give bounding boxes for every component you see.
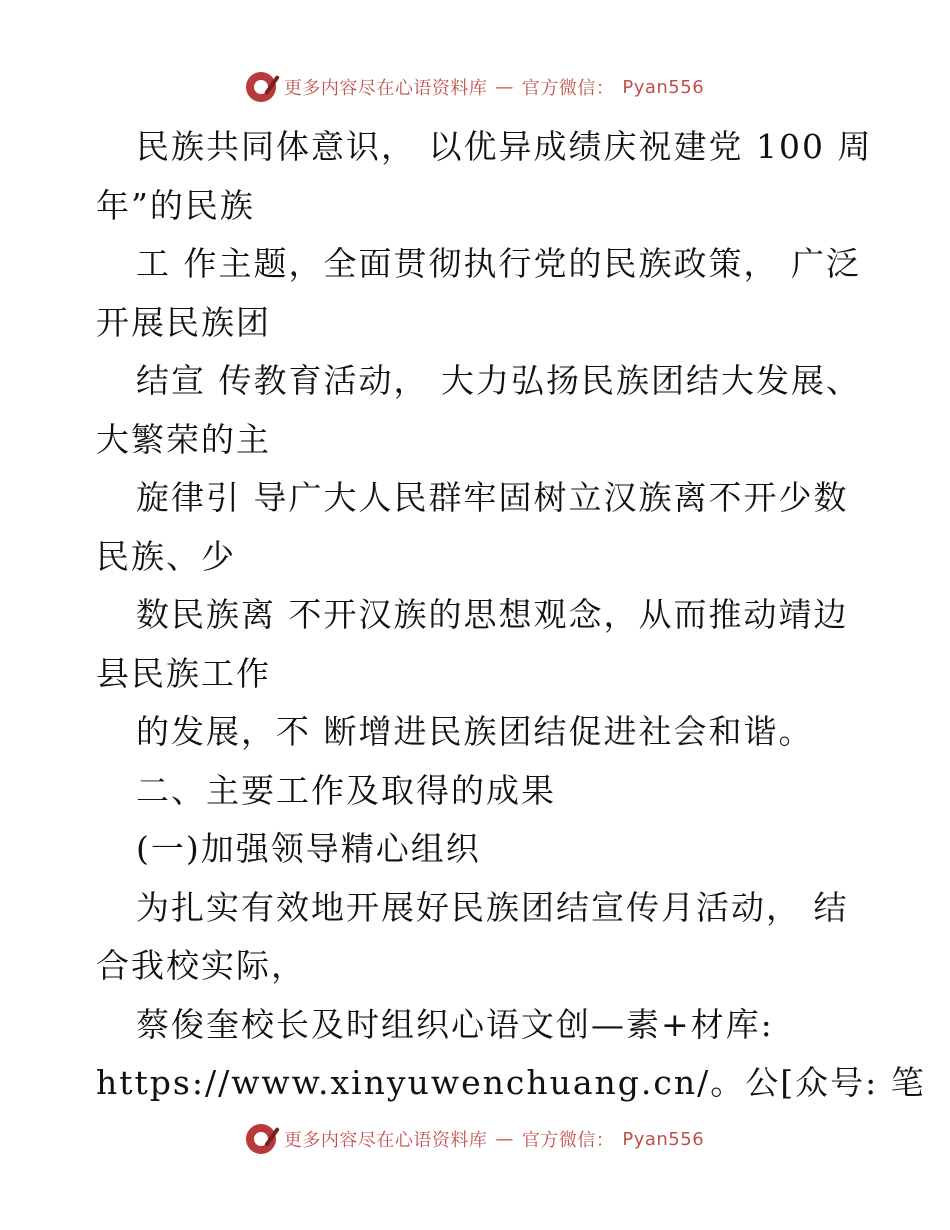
watermark-text: 更多内容尽在心语资料库	[283, 78, 488, 99]
paragraph-line: 大繁荣的主	[96, 419, 271, 459]
pen-logo-icon	[246, 1124, 276, 1154]
paragraph-line: 蔡俊奎校长及时组织心语文创—素+材库:	[136, 1004, 774, 1044]
watermark-wechat-label: 官方微信：	[521, 78, 615, 99]
paragraph-line: 开展民族团	[96, 302, 271, 342]
watermark-separator: —	[495, 76, 514, 98]
paragraph-line: 县民族工作	[96, 653, 271, 693]
paragraph-line: 合我校实际，	[96, 946, 306, 985]
subsection-heading: (一)加强领导精心组织	[136, 829, 481, 868]
pen-logo-icon	[246, 72, 276, 102]
paragraph-line: 结宣 传教育活动， 大力弘扬民族团结大发展、	[136, 361, 861, 400]
paragraph-line: 旋律引 导广大人民群牢固树立汉族离不开少数	[136, 478, 849, 517]
paragraph-line: 的发展，不 断增进民族团结促进社会和谐。	[136, 712, 814, 751]
paragraph-line: 工 作主题，全面贯彻执行党的民族政策， 广泛	[136, 244, 861, 283]
paragraph-line: 民族共同体意识， 以优异成绩庆祝建党 100 周	[136, 127, 873, 166]
paragraph-line: 年”的民族	[96, 185, 255, 225]
paragraph-line: https://www.xinyuwenchuang.cn/。公[众号: 笔	[96, 1063, 926, 1102]
watermark-wechat-id: Pyan556	[622, 76, 705, 98]
section-heading: 二、主要工作及取得的成果	[136, 770, 556, 810]
watermark-wechat-id: Pyan556	[622, 1128, 705, 1150]
paragraph-line: 民族、少	[96, 536, 236, 576]
watermark-separator: —	[495, 1128, 514, 1150]
document-body	[96, 118, 926, 1113]
header-watermark	[0, 72, 950, 102]
footer-watermark	[0, 1124, 950, 1154]
watermark-wechat-label: 官方微信：	[521, 1130, 615, 1151]
watermark-text: 更多内容尽在心语资料库	[283, 1130, 488, 1151]
paragraph-line: 数民族离 不开汉族的思想观念，从而推动靖边	[136, 595, 849, 634]
paragraph-line: 为扎实有效地开展好民族团结宣传月活动， 结	[136, 887, 849, 927]
